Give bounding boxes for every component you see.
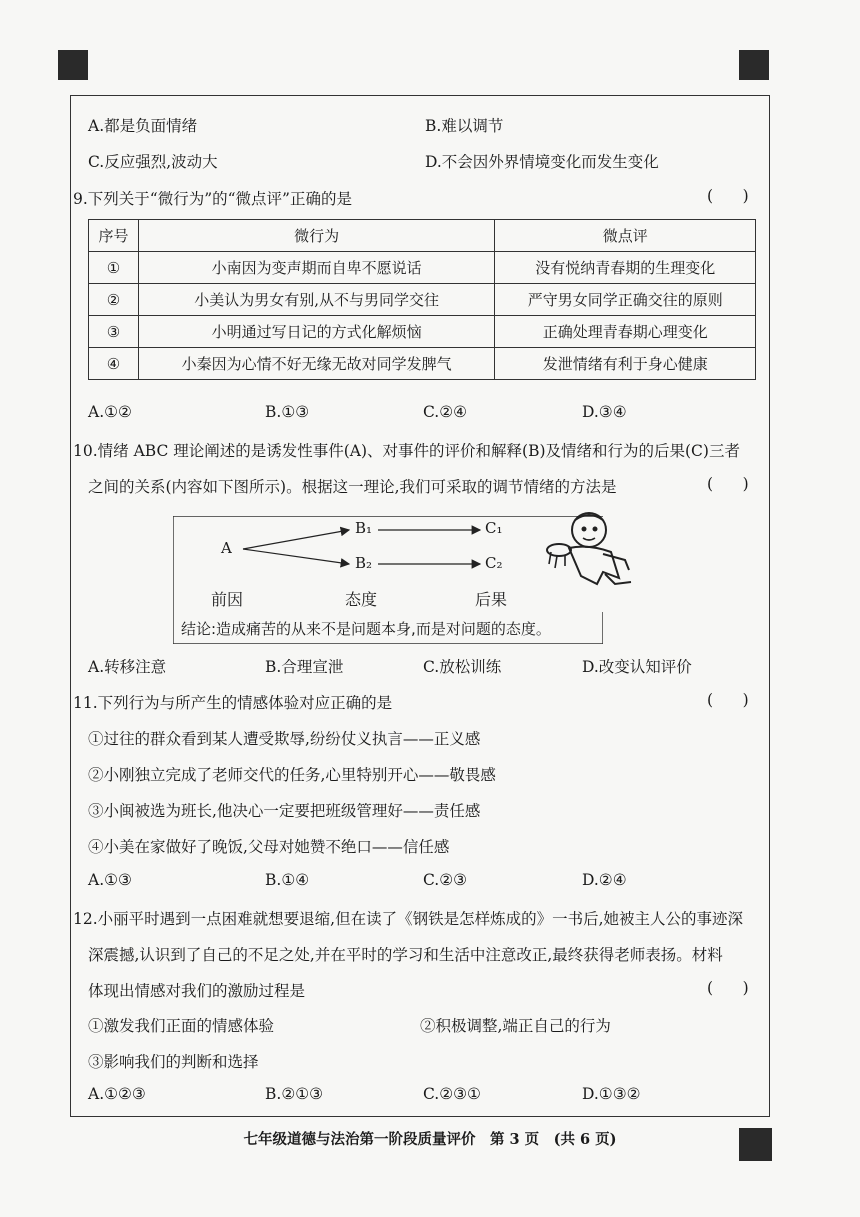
node-a: A bbox=[221, 539, 232, 557]
row-behavior: 小美认为男女有别,从不与男同学交往 bbox=[138, 284, 494, 316]
row-behavior: 小明通过写日记的方式化解烦恼 bbox=[138, 316, 494, 348]
row-number: ③ bbox=[89, 316, 139, 348]
q10-option-b: B.合理宣泄 bbox=[265, 658, 344, 676]
q11-option-d: D.②④ bbox=[582, 871, 627, 889]
table-row bbox=[89, 316, 756, 348]
table-row bbox=[89, 252, 756, 284]
q12-item-1: ①激发我们正面的情感体验 bbox=[88, 1017, 275, 1035]
row-behavior: 小秦因为心情不好无缘无故对同学发脾气 bbox=[138, 348, 494, 380]
q8-option-b: B.难以调节 bbox=[425, 117, 504, 135]
q11-item-1: ①过往的群众看到某人遭受欺辱,纷纷仗义执言——正义感 bbox=[88, 730, 481, 748]
registration-mark-top-right bbox=[739, 50, 769, 80]
q9-option-b: B.①③ bbox=[265, 403, 310, 421]
q9-table bbox=[88, 219, 756, 380]
q12-answer-paren: ( ) bbox=[707, 979, 749, 997]
thinking-figure-illustration bbox=[545, 508, 637, 588]
row-number: ② bbox=[89, 284, 139, 316]
q11-option-a: A.①③ bbox=[88, 871, 132, 889]
node-c2: C₂ bbox=[485, 554, 503, 572]
header-comment: 微点评 bbox=[495, 220, 756, 252]
q8-option-a: A.都是负面情绪 bbox=[88, 117, 198, 135]
row-number: ① bbox=[89, 252, 139, 284]
registration-mark-top-left bbox=[58, 50, 88, 80]
q10-option-c: C.放松训练 bbox=[423, 658, 502, 676]
q9-answer-paren: ( ) bbox=[707, 187, 749, 205]
q11-option-c: C.②③ bbox=[423, 871, 468, 889]
row-comment: 发泄情绪有利于身心健康 bbox=[495, 348, 756, 380]
q12-stem-line3: 体现出情感对我们的激励过程是 bbox=[88, 982, 306, 1000]
table-row bbox=[89, 348, 756, 380]
label-result: 后果 bbox=[475, 590, 508, 609]
arrow-a-b2 bbox=[243, 549, 349, 564]
q9-option-c: C.②④ bbox=[423, 403, 468, 421]
q10-stem-line2: 之间的关系(内容如下图所示)。根据这一理论,我们可采取的调节情绪的方法是 bbox=[88, 478, 617, 496]
q10-option-a: A.转移注意 bbox=[88, 658, 167, 676]
q11-item-4: ④小美在家做好了晚饭,父母对她赞不绝口——信任感 bbox=[88, 838, 450, 856]
q12-item-3: ③影响我们的判断和选择 bbox=[88, 1053, 259, 1071]
abc-theory-diagram bbox=[173, 516, 603, 644]
q12-option-b: B.②①③ bbox=[265, 1085, 324, 1103]
label-cause: 前因 bbox=[211, 590, 244, 609]
q10-answer-paren: ( ) bbox=[707, 475, 749, 493]
q11-stem: 11.下列行为与所产生的情感体验对应正确的是 bbox=[73, 694, 393, 712]
node-b2: B₂ bbox=[355, 554, 373, 572]
q12-option-a: A.①②③ bbox=[88, 1085, 146, 1103]
q10-option-d: D.改变认知评价 bbox=[582, 658, 692, 676]
q10-stem-line1: 10.情绪 ABC 理论阐述的是诱发性事件(A)、对事件的评价和解释(B)及情绪和行为的后果(C)三者 bbox=[73, 442, 740, 460]
header-number: 序号 bbox=[89, 220, 139, 252]
q11-item-3: ③小闽被选为班长,他决心一定要把班级管理好——责任感 bbox=[88, 802, 481, 820]
q9-stem: 9.下列关于“微行为”的“微点评”正确的是 bbox=[73, 190, 352, 208]
arrow-a-b1 bbox=[243, 530, 349, 549]
diagram-conclusion: 结论:造成痛苦的从来不是问题本身,而是对问题的态度。 bbox=[181, 620, 551, 638]
label-attitude: 态度 bbox=[345, 590, 378, 609]
q8-option-c: C.反应强烈,波动大 bbox=[88, 153, 218, 171]
q12-option-d: D.①③② bbox=[582, 1085, 641, 1103]
table-row bbox=[89, 284, 756, 316]
q11-answer-paren: ( ) bbox=[707, 691, 749, 709]
q12-item-2: ②积极调整,端正自己的行为 bbox=[420, 1017, 611, 1035]
q12-option-c: C.②③① bbox=[423, 1085, 481, 1103]
row-comment: 严守男女同学正确交往的原则 bbox=[495, 284, 756, 316]
row-comment: 没有悦纳青春期的生理变化 bbox=[495, 252, 756, 284]
page-footer: 七年级道德与法治第一阶段质量评价 第 3 页 (共 6 页) bbox=[243, 1131, 617, 1148]
table-header-row bbox=[89, 220, 756, 252]
node-b1: B₁ bbox=[355, 519, 373, 537]
q11-item-2: ②小刚独立完成了老师交代的任务,心里特别开心——敬畏感 bbox=[88, 766, 496, 784]
row-behavior: 小南因为变声期而自卑不愿说话 bbox=[138, 252, 494, 284]
q8-option-d: D.不会因外界情境变化而发生变化 bbox=[425, 153, 659, 171]
q9-option-a: A.①② bbox=[88, 403, 132, 421]
header-behavior: 微行为 bbox=[138, 220, 494, 252]
row-comment: 正确处理青春期心理变化 bbox=[495, 316, 756, 348]
row-number: ④ bbox=[89, 348, 139, 380]
q12-stem-line2: 深震撼,认识到了自己的不足之处,并在平时的学习和生活中注意改正,最终获得老师表扬。材料 bbox=[88, 946, 723, 964]
node-c1: C₁ bbox=[485, 519, 503, 537]
q9-option-d: D.③④ bbox=[582, 403, 627, 421]
q12-stem-line1: 12.小丽平时遇到一点困难就想要退缩,但在读了《钢铁是怎样炼成的》一书后,她被主人公的事迹深 bbox=[73, 910, 744, 928]
q11-option-b: B.①④ bbox=[265, 871, 310, 889]
